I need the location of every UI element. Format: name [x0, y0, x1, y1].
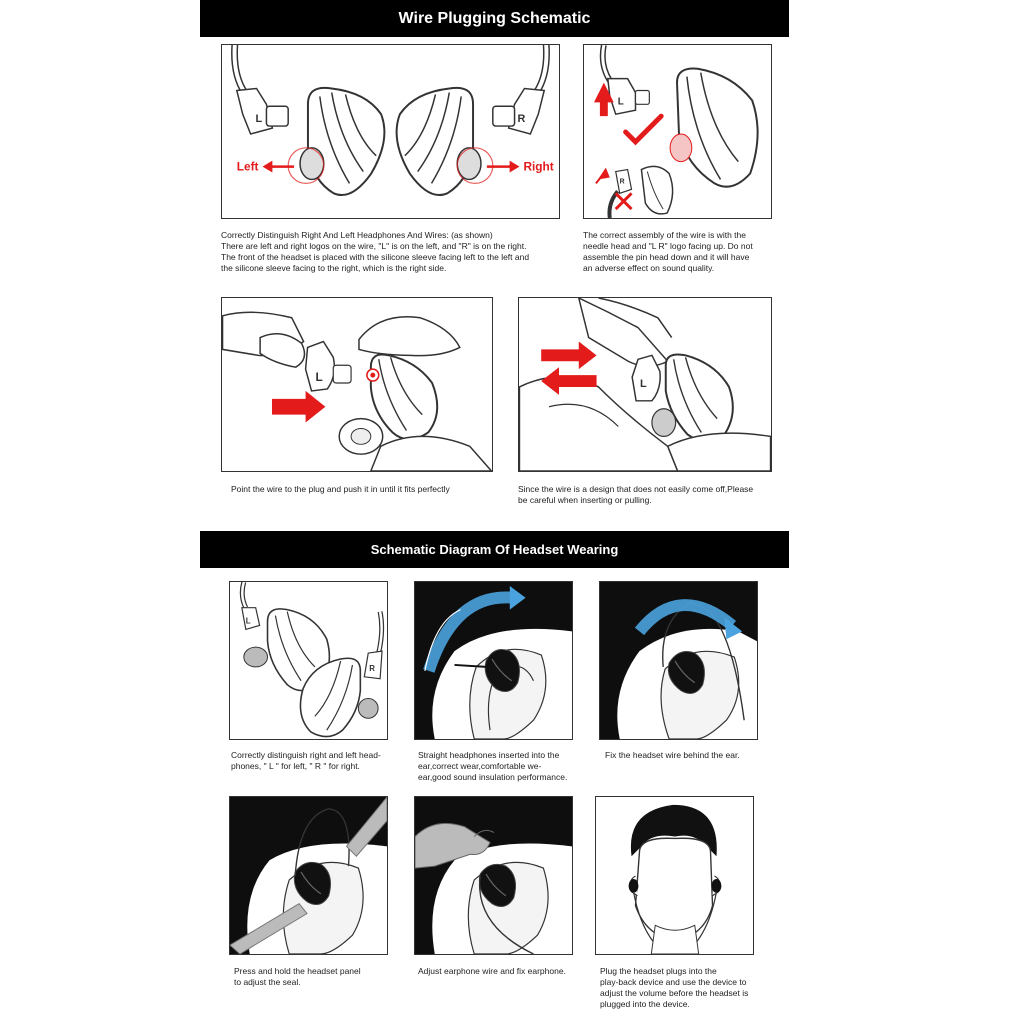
- caption-assembly: The correct assembly of the wire is with the needle head and "L R" logo facing up. Do not assemble the pin head down and it will have an adverse effect on sound quality.: [583, 230, 753, 273]
- wear-plug-illustration: [596, 797, 753, 954]
- caption-careful: Since the wire is a design that does not easily come off,Please be careful when inserting or pulling.: [518, 484, 754, 505]
- assembly-illustration: [584, 45, 771, 218]
- svg-text:L: L: [617, 96, 624, 108]
- plugging-title-text: Wire Plugging Schematic: [398, 9, 591, 27]
- push-illustration: [222, 298, 492, 471]
- wear-fix-illustration: [600, 582, 757, 739]
- wearing-title-text: Schematic Diagram Of Headset Wearing: [370, 542, 619, 557]
- right-label: Right: [523, 159, 554, 174]
- svg-text:R: R: [619, 178, 625, 186]
- distinguish-illustration: [222, 45, 559, 218]
- caption-push: Point the wire to the plug and push it in until it fits perfectly: [231, 484, 450, 494]
- plug-r-text: R: [517, 113, 526, 126]
- caption-wear-insert: Straight headphones inserted into the ear,correct wear,comfortable we- ear,good sound insulation performance.: [418, 750, 568, 782]
- svg-text:R: R: [369, 663, 375, 673]
- plug-l-text: L: [255, 113, 263, 126]
- caption-wear-lr: Correctly distinguish right and left head- phones, " L " for left, " R " for right.: [231, 750, 381, 771]
- wear-press-illustration: [230, 797, 387, 954]
- panel-wear-press: [229, 796, 388, 955]
- wearing-section-title: [200, 531, 789, 568]
- left-label: Left: [236, 159, 259, 174]
- panel-assembly-illustration: [583, 44, 772, 219]
- panel-insert-pull-illustration: [518, 297, 772, 472]
- caption-wear-press: Press and hold the headset panel to adjust the seal.: [234, 966, 361, 987]
- panel-distinguish-illustration: [221, 44, 560, 219]
- caption-wear-fix: Fix the headset wire behind the ear.: [605, 750, 740, 760]
- plugging-section-title: [200, 0, 789, 37]
- panel-wear-fix: [599, 581, 758, 740]
- panel-wear-adjust: [414, 796, 573, 955]
- panel-wear-lr: [229, 581, 388, 740]
- svg-text:L: L: [640, 377, 647, 390]
- caption-wear-plug: Plug the headset plugs into the play-back device and use the device to adjust the volume before the headset is plugged into the device.: [600, 966, 749, 1009]
- svg-text:L: L: [245, 616, 251, 626]
- wear-insert-illustration: [415, 582, 572, 739]
- caption-wear-adjust: Adjust earphone wire and fix earphone.: [418, 966, 566, 976]
- panel-push-illustration: [221, 297, 493, 472]
- svg-text:L: L: [315, 370, 323, 385]
- caption-distinguish: Correctly Distinguish Right And Left Headphones And Wires: (as shown) There are left and right logos on the wire, "L" is on the left, and "R" is on the right. The front of the headset is placed with the silicone sleeve facing left to the left and the silicone sleeve facing to the right, which is the right side.: [221, 230, 530, 273]
- insert-pull-illustration: [519, 298, 771, 471]
- wear-lr-illustration: [230, 582, 387, 739]
- panel-wear-plug: [595, 796, 754, 955]
- wear-adjust-illustration: [415, 797, 572, 954]
- panel-wear-insert: [414, 581, 573, 740]
